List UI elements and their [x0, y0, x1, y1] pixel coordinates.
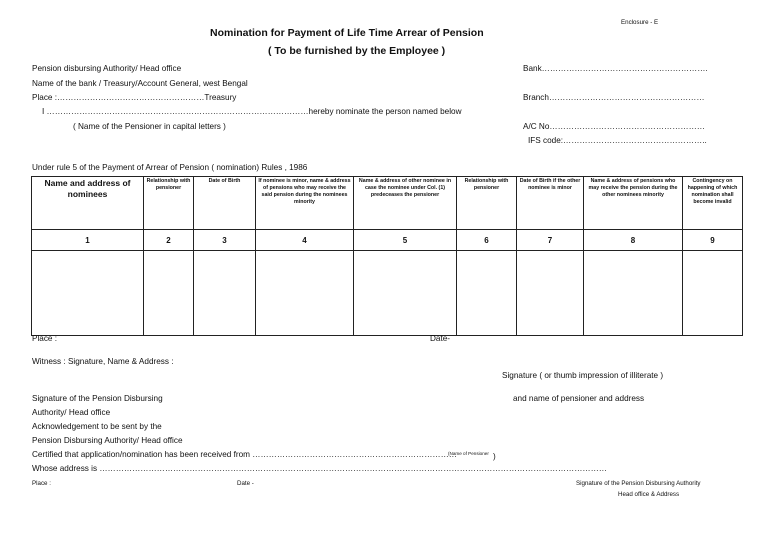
bank-field: Bank……………………………………………………. — [523, 64, 708, 73]
col-number-7: 7 — [517, 230, 584, 251]
col-header-5: Name & address of other nominee in case the nominee under Col. (1) predeceases the pensioner — [354, 177, 457, 230]
close-paren: ) — [493, 452, 496, 461]
col-number-6: 6 — [457, 230, 517, 251]
col-header-9: Contingency on happening of which nomination shall become invalid — [683, 177, 743, 230]
enclosure-label: Enclosure - E — [621, 19, 659, 26]
pda-signature-label: Signature of the Pension Disbursing Authority — [576, 480, 701, 487]
col-header-8: Name & address of pensions who may receive the pension during the other nominees minority — [584, 177, 683, 230]
entry-cell-6[interactable] — [457, 251, 517, 336]
entry-cell-4[interactable] — [256, 251, 354, 336]
ack-line-2: Pension Disbursing Authority/ Head office — [32, 436, 183, 445]
entry-cell-7[interactable] — [517, 251, 584, 336]
page-title: Nomination for Payment of Life Time Arrear of Pension — [210, 27, 484, 39]
date-label: Date- — [430, 334, 451, 343]
head-office-label: Head office & Address — [618, 491, 680, 498]
col-header-6: Relationship with pensioner — [457, 177, 517, 230]
sig-authority-line-1: Signature of the Pension Disbursing — [32, 394, 163, 403]
place-label-2: Place : — [32, 480, 51, 487]
date-label-2: Date - — [237, 480, 254, 487]
nominate-line: I ……………………………………………………………………………………hereby nominate the person named below — [42, 107, 462, 116]
branch-field: Branch………………………………………………… — [523, 93, 705, 102]
entry-cell-8[interactable] — [584, 251, 683, 336]
col-header-2: Relationship with pensioner — [144, 177, 194, 230]
column-number-row — [32, 230, 743, 251]
col-number-3: 3 — [194, 230, 256, 251]
blank-entry-row — [32, 251, 743, 336]
sig-authority-line-2: Authority/ Head office — [32, 408, 111, 417]
col-header-1: Name and address of nominees — [32, 177, 144, 230]
page-subtitle: ( To be furnished by the Employee ) — [268, 45, 446, 57]
place-label: Place : — [32, 334, 58, 343]
col-number-5: 5 — [354, 230, 457, 251]
nomination-table — [31, 176, 743, 336]
authority-line: Pension disbursing Authority/ Head office — [32, 64, 182, 73]
entry-cell-3[interactable] — [194, 251, 256, 336]
col-header-4: If nominee is minor, name & address of pensions who may receive the said pension during the nominees minority — [256, 177, 354, 230]
col-number-2: 2 — [144, 230, 194, 251]
col-header-3: Date of Birth — [194, 177, 256, 230]
table-header-row — [32, 177, 743, 230]
name-of-pensioner-note: (Name of Pensioner — [448, 451, 489, 456]
ifs-code-field: IFS code:…………………………………………….. — [528, 136, 707, 145]
pensioner-name-note: ( Name of the Pensioner in capital letters ) — [73, 122, 226, 131]
rule-line: Under rule 5 of the Payment of Arrear of Pension ( nomination) Rules , 1986 — [32, 163, 308, 172]
col-number-8: 8 — [584, 230, 683, 251]
place-line: Place :………………………………………………Treasury — [32, 93, 237, 102]
entry-cell-5[interactable] — [354, 251, 457, 336]
signature-thumb-label: Signature ( or thumb impression of illiterate ) — [502, 371, 664, 380]
ac-no-field: A/C No………………………………………………… — [523, 122, 705, 131]
entry-cell-1[interactable] — [32, 251, 144, 336]
whose-address-line: Whose address is …………………………………………………………………………………………………………………………………………………………………… — [32, 464, 607, 473]
entry-cell-2[interactable] — [144, 251, 194, 336]
col-number-4: 4 — [256, 230, 354, 251]
pensioner-name-address-label: and name of pensioner and address — [513, 394, 645, 403]
bank-name-line: Name of the bank / Treasury/Account General, west Bengal — [32, 79, 248, 88]
witness-label: Witness : Signature, Name & Address : — [32, 357, 174, 366]
col-number-9: 9 — [683, 230, 743, 251]
col-number-1: 1 — [32, 230, 144, 251]
entry-cell-9[interactable] — [683, 251, 743, 336]
col-header-7: Date of Birth if the other nominee is minor — [517, 177, 584, 230]
ack-line-1: Acknowledgement to be sent by the — [32, 422, 162, 431]
certified-line: Certified that application/nomination has been received from ………………………………………………………………… — [32, 450, 457, 459]
